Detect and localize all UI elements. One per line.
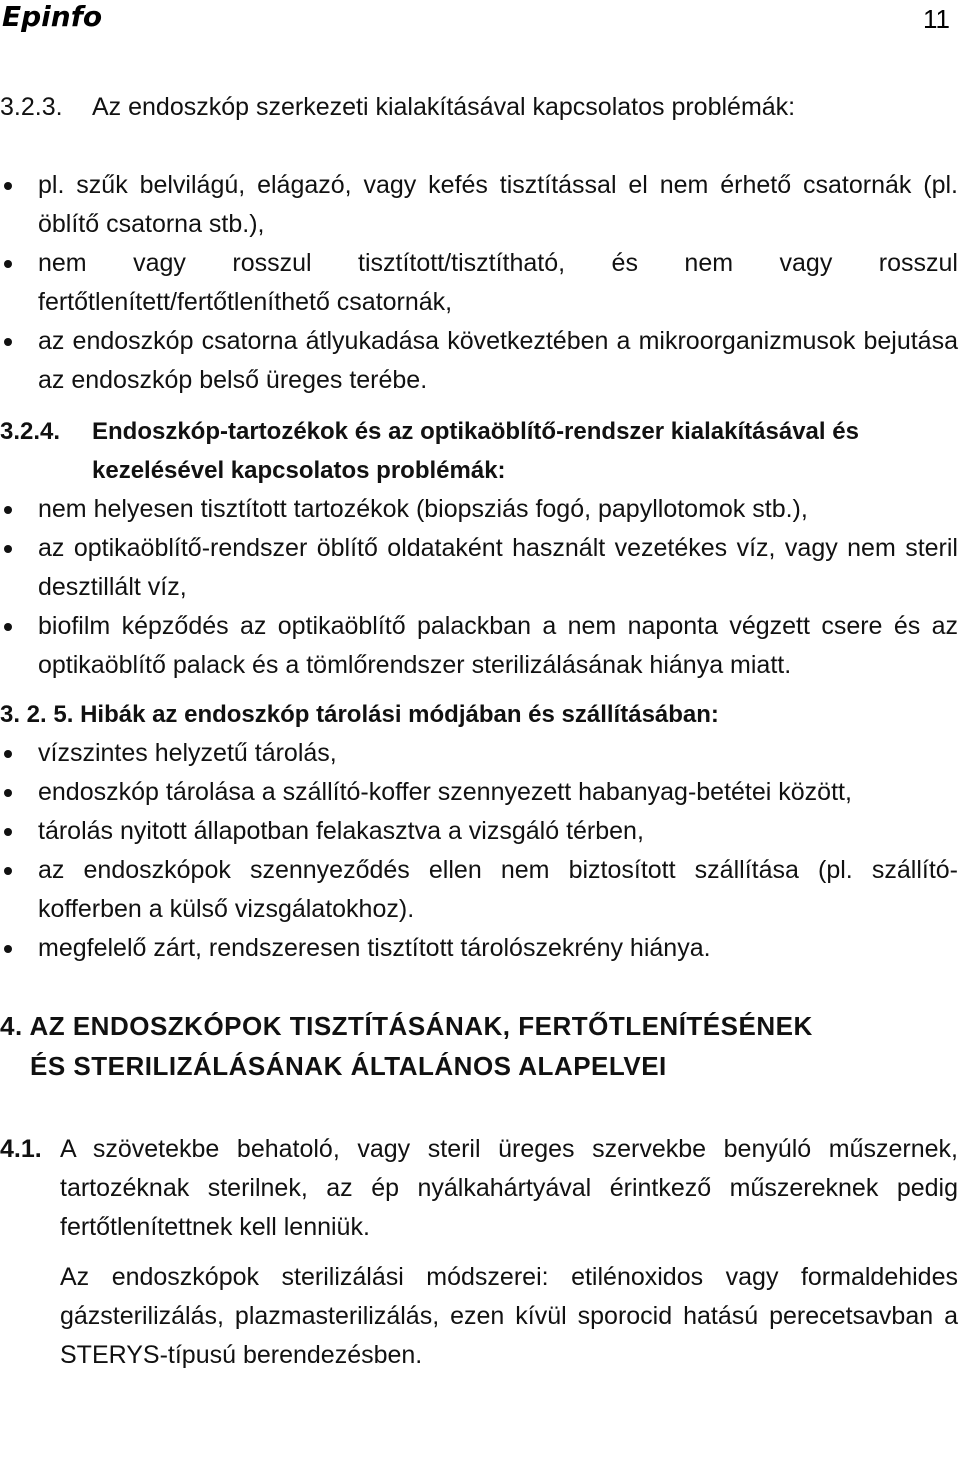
bullet-list: [0, 734, 960, 968]
section-3-2-3: [0, 88, 960, 400]
list-item: nem helyesen tisztított tartozékok (biopsziás fogó, papyllotomok stb.),: [0, 490, 960, 529]
bullet-list: [0, 490, 960, 685]
list-item: megfelelő zárt, rendszeresen tisztított tárolószekrény hiánya.: [0, 929, 960, 968]
page-header: [0, 0, 960, 44]
paragraph: Az endoszkópok sterilizálási módszerei: etilénoxidos vagy formaldehides gázsterilizálás, plazmasterilizálás, ezen kívül sporocid hatású perecetsavban a STERYS-típusú berendezésben.: [60, 1263, 958, 1369]
list-item: az endoszkóp csatorna átlyukadása következtében a mikroorganizmusok bejutása az endoszkóp belső üreges terébe.: [0, 322, 960, 400]
chapter-title-line-1: 4. AZ ENDOSZKÓPOK TISZTÍTÁSÁNAK, FERTŐTLENÍTÉSÉNEK: [0, 1011, 813, 1041]
list-item: biofilm képződés az optikaöblítő palackban a nem naponta végzett csere és az optikaöblítő palack és a tömlőrendszer sterilizálásának hiánya miatt.: [0, 607, 960, 685]
section-heading: [0, 88, 960, 166]
chapter-title-line-2: ÉS STERILIZÁLÁSÁNAK ÁLTALÁNOS ALAPELVEI: [30, 1051, 667, 1081]
chapter-heading: [0, 1006, 960, 1086]
section-heading: [0, 695, 960, 734]
page-number: 11: [923, 4, 950, 34]
list-item: tárolás nyitott állapotban felakasztva a vizsgáló térben,: [0, 812, 960, 851]
section-title: Hibák az endoszkóp tárolási módjában és szállításában:: [80, 701, 719, 728]
section-4-1: [0, 1130, 960, 1375]
list-item: az optikaöblítő-rendszer öblítő oldataként használt vezetékes víz, vagy nem steril desztillált víz,: [0, 529, 960, 607]
bullet-list: [0, 166, 960, 400]
numbered-paragraph: [0, 1130, 960, 1247]
section-number: 4.1.: [0, 1135, 42, 1163]
list-item: endoszkóp tárolása a szállító-koffer szennyezett habanyag-betétei között,: [0, 773, 960, 812]
list-item: az endoszkópok szennyeződés ellen nem biztosított szállítása (pl. szállító-kofferben a külső vizsgálatokhoz).: [0, 851, 960, 929]
section-heading: [0, 412, 960, 490]
section-number: 3.2.4.: [0, 418, 61, 445]
section-number: 3. 2. 5.: [0, 701, 74, 728]
section-number: 3.2.3.: [0, 93, 63, 121]
list-item: nem vagy rosszul tisztított/tisztítható, és nem vagy rosszul fertőtlenített/fertőtleníthető csatornák,: [0, 244, 960, 322]
section-3-2-4: [0, 412, 960, 685]
epinfo-logo: Epinfo: [2, 0, 103, 33]
document-body: [0, 88, 960, 1375]
section-title: Az endoszkóp szerkezeti kialakításával kapcsolatos problémák:: [92, 93, 796, 121]
list-item: vízszintes helyzetű tárolás,: [0, 734, 960, 773]
paragraph: A szövetekbe behatoló, vagy steril üreges szervekbe benyúló műszernek, tartozéknak sterilnek, az ép nyálkahártyával érintkező műszereknek pedig fertőtlenítettnek kell lenniük.: [60, 1135, 958, 1241]
section-title: Endoszkóp-tartozékok és az optikaöblítő-rendszer kialakításával és kezelésével kapcsolatos problémák:: [92, 418, 859, 484]
list-item: pl. szűk belvilágú, elágazó, vagy kefés tisztítással el nem érhető csatornák (pl. öblítő csatorna stb.),: [0, 166, 960, 244]
section-3-2-5: [0, 695, 960, 968]
